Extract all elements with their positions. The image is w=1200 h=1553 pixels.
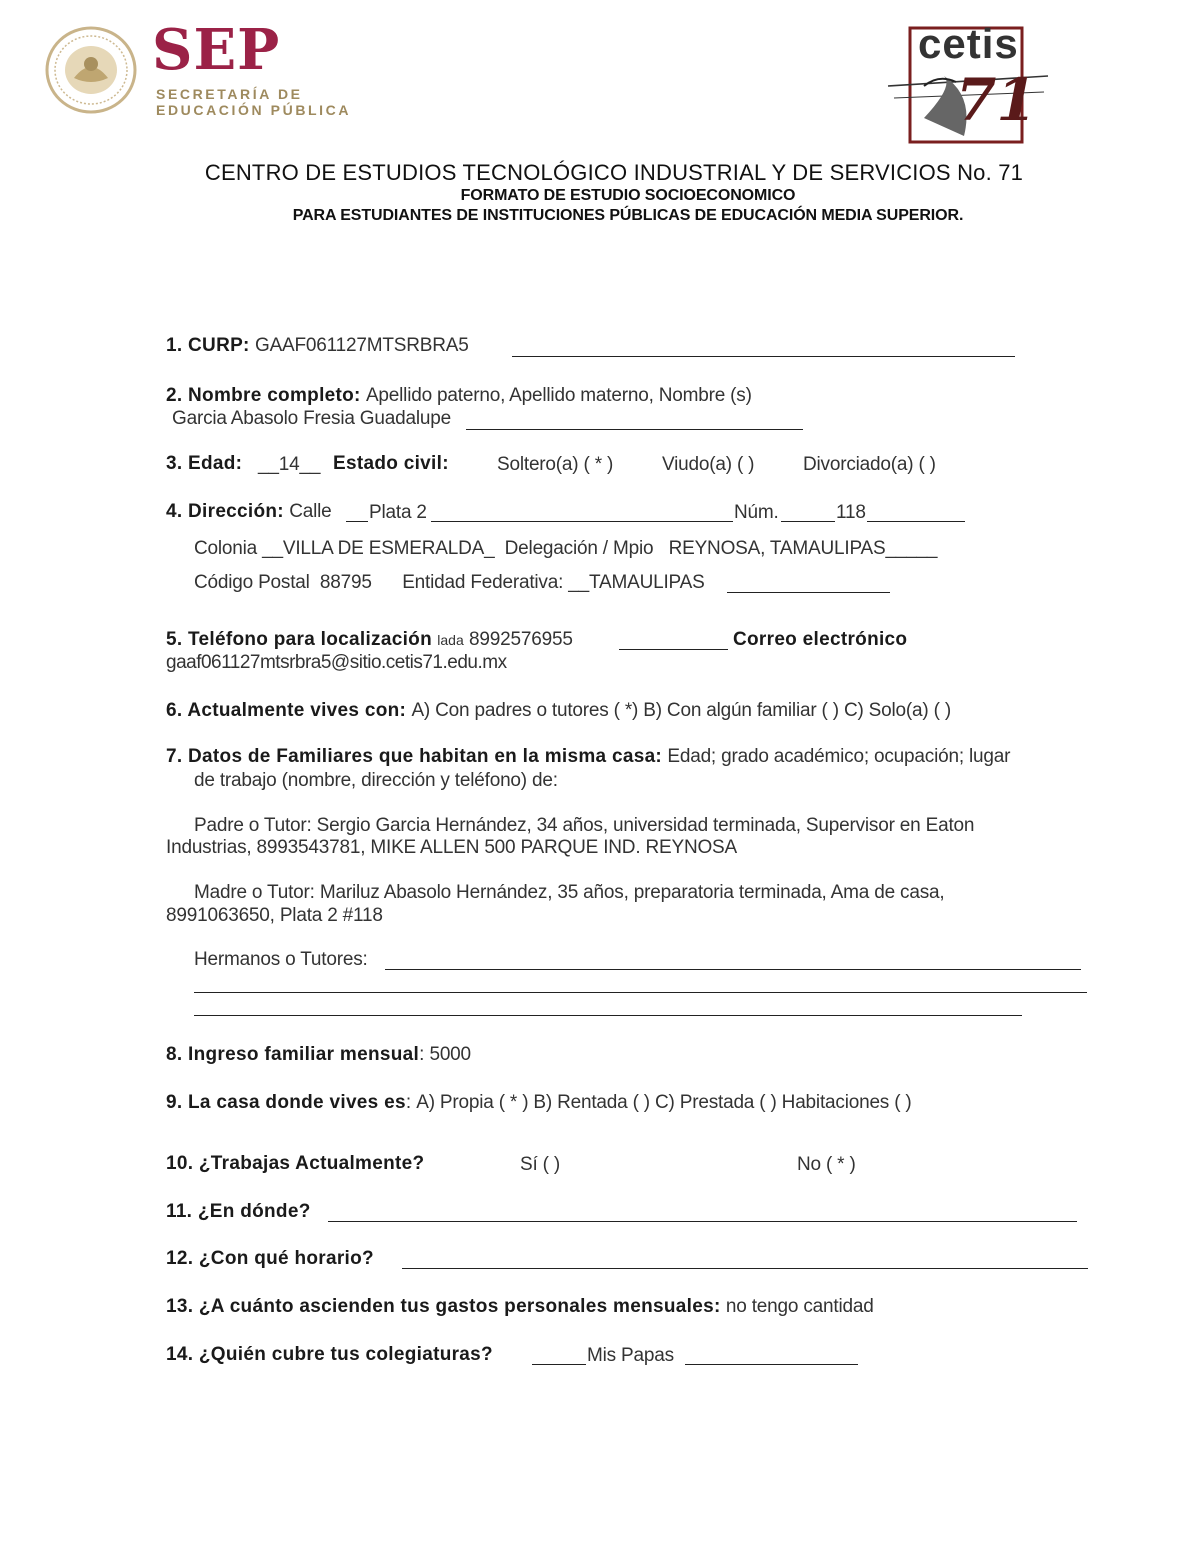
siblings-label: Hermanos o Tutores: bbox=[194, 949, 368, 970]
document-subtitle-1: FORMATO DE ESTUDIO SOCIOECONOMICO bbox=[460, 187, 796, 204]
phone-value: 8992576955 bbox=[469, 629, 573, 650]
full-name-value: Garcia Abasolo Fresia Guadalupe bbox=[172, 408, 451, 429]
civil-option-viudo: Viudo(a) ( ) bbox=[662, 454, 755, 475]
works-option-no: No ( * ) bbox=[797, 1154, 856, 1175]
civil-option-soltero: Soltero(a) ( * ) bbox=[497, 454, 614, 475]
sep-logo-line2: EDUCACIÓN PÚBLICA bbox=[156, 102, 352, 118]
q7-hint-1: Edad; grado académico; ocupación; lugar bbox=[667, 746, 1011, 767]
question-2 bbox=[166, 384, 752, 408]
number-label: Núm. bbox=[734, 502, 779, 523]
q13-label: 13. ¿A cuánto ascienden tus gastos personales mensuales: bbox=[166, 1296, 721, 1317]
q14-pre-underline bbox=[532, 1364, 586, 1365]
question-7 bbox=[166, 745, 1010, 769]
civil-option-divorciado: Divorciado(a) ( ) bbox=[803, 454, 936, 475]
tuition-payer-value: Mis Papas bbox=[587, 1345, 674, 1366]
question-4 bbox=[166, 500, 332, 524]
q2-label: 2. Nombre completo: bbox=[166, 385, 361, 406]
postal-code-value: 88795 bbox=[319, 572, 372, 593]
number-pre-underline bbox=[781, 521, 835, 522]
q8-label: 8. Ingreso familiar mensual bbox=[166, 1044, 420, 1065]
question-6 bbox=[166, 699, 951, 723]
question-14 bbox=[166, 1343, 493, 1367]
question-10 bbox=[166, 1152, 424, 1176]
phone-underline bbox=[619, 649, 728, 650]
siblings-line-2 bbox=[194, 992, 1087, 993]
q12-underline bbox=[402, 1268, 1088, 1269]
lives-with-options: A) Con padres o tutores ( *) B) Con algún familiar ( ) C) Solo(a) ( ) bbox=[411, 700, 951, 721]
curp-value: GAAF061127MTSRBRA5 bbox=[254, 335, 469, 356]
question-9: 9. La casa donde vives es: A) Propia ( * ) B) Rentada ( ) C) Prestada ( ) Habitaciones ( ) bbox=[166, 1092, 912, 1113]
mother-info-line-2: 8991063650, Plata 2 #118 bbox=[166, 905, 383, 926]
question-8: 8. Ingreso familiar mensual: 5000 bbox=[166, 1044, 471, 1065]
cetis-logo-number: 71 bbox=[956, 66, 1037, 134]
number-underline bbox=[867, 521, 965, 522]
postal-code-label: Código Postal bbox=[194, 572, 310, 593]
question-11 bbox=[166, 1200, 311, 1224]
state-label: Entidad Federativa: bbox=[402, 572, 564, 593]
father-info-line-2: Industrias, 8993543781, MIKE ALLEN 500 PARQUE IND. REYNOSA bbox=[166, 837, 737, 858]
street-underline bbox=[431, 521, 733, 522]
email-value: gaaf061127mtsrbra5@sitio.cetis71.edu.mx bbox=[166, 652, 507, 673]
sep-logo-text: SEP bbox=[152, 17, 281, 83]
q12-label: 12. ¿Con qué horario? bbox=[166, 1248, 374, 1269]
postal-row: Código Postal 88795 Entidad Federativa: __TAMAULIPAS bbox=[194, 572, 705, 593]
lada-label: lada bbox=[437, 632, 464, 648]
housing-options: A) Propia ( * ) B) Rentada ( ) C) Prestada ( ) Habitaciones ( ) bbox=[416, 1092, 912, 1113]
number-value: 118 bbox=[836, 502, 866, 523]
age-value: __14__ bbox=[258, 454, 321, 475]
state-underline bbox=[727, 592, 890, 593]
sep-seal bbox=[44, 26, 138, 114]
email-label: Correo electrónico bbox=[733, 629, 908, 650]
colonia-value: VILLA DE ESMERALDA bbox=[282, 538, 485, 559]
q4-label: 4. Dirección: bbox=[166, 501, 284, 522]
father-info-line-1: Padre o Tutor: Sergio Garcia Hernández, 34 años, universidad terminada, Supervisor en Eaton bbox=[194, 815, 975, 836]
siblings-line-1 bbox=[385, 969, 1081, 970]
q7-label: 7. Datos de Familiares que habitan en la misma casa: bbox=[166, 746, 663, 767]
mother-label: Madre o Tutor: bbox=[194, 882, 315, 903]
expenses-value: no tengo cantidad bbox=[725, 1296, 874, 1317]
income-value: 5000 bbox=[429, 1044, 471, 1065]
q5-label: 5. Teléfono para localización bbox=[166, 629, 432, 650]
q11-underline bbox=[328, 1221, 1077, 1222]
street-value: Plata 2 bbox=[369, 502, 427, 523]
q3-label: 3. Edad: bbox=[166, 453, 243, 474]
q10-label: 10. ¿Trabajas Actualmente? bbox=[166, 1153, 425, 1174]
question-3 bbox=[166, 452, 242, 476]
q1-underline bbox=[512, 356, 1015, 357]
q14-underline bbox=[685, 1364, 858, 1365]
document-title: CENTRO DE ESTUDIOS TECNOLÓGICO INDUSTRIAL Y DE SERVICIOS No. 71 bbox=[204, 160, 1024, 185]
delegacion-label: Delegación / Mpio bbox=[504, 538, 654, 559]
sep-logo-line1: SECRETARÍA DE bbox=[156, 86, 303, 102]
question-1 bbox=[166, 334, 469, 358]
q7-hint-2: de trabajo (nombre, dirección y teléfono) de: bbox=[194, 770, 558, 791]
question-12 bbox=[166, 1247, 374, 1271]
question-5 bbox=[166, 628, 573, 652]
q2-hint: Apellido paterno, Apellido materno, Nombre (s) bbox=[365, 385, 752, 406]
works-option-yes: Sí ( ) bbox=[520, 1154, 560, 1175]
siblings-line-3 bbox=[194, 1015, 1022, 1016]
state-value: TAMAULIPAS bbox=[589, 572, 705, 593]
q6-label: 6. Actualmente vives con: bbox=[166, 700, 407, 721]
delegacion-value: REYNOSA, TAMAULIPAS bbox=[668, 538, 886, 559]
street-pre-underline bbox=[346, 521, 368, 522]
question-13 bbox=[166, 1295, 874, 1319]
colonia-row: Colonia __VILLA DE ESMERALDA_ Delegación / Mpio REYNOSA, TAMAULIPAS_____ bbox=[194, 538, 938, 559]
cetis-logo-text: cetis bbox=[918, 20, 1019, 67]
q14-label: 14. ¿Quién cubre tus colegiaturas? bbox=[166, 1344, 493, 1365]
q11-label: 11. ¿En dónde? bbox=[166, 1201, 311, 1222]
document-subtitle-2: PARA ESTUDIANTES DE INSTITUCIONES PÚBLICAS DE EDUCACIÓN MEDIA SUPERIOR. bbox=[292, 207, 964, 224]
q1-label: 1. CURP: bbox=[166, 335, 250, 356]
q2-underline bbox=[466, 429, 803, 430]
civil-status-label: Estado civil: bbox=[333, 453, 449, 474]
street-label: Calle bbox=[289, 501, 332, 522]
q9-label: 9. La casa donde vives es bbox=[166, 1092, 406, 1113]
mother-info-line-1: Madre o Tutor: Mariluz Abasolo Hernández, 35 años, preparatoria terminada, Ama de casa, bbox=[194, 882, 945, 903]
